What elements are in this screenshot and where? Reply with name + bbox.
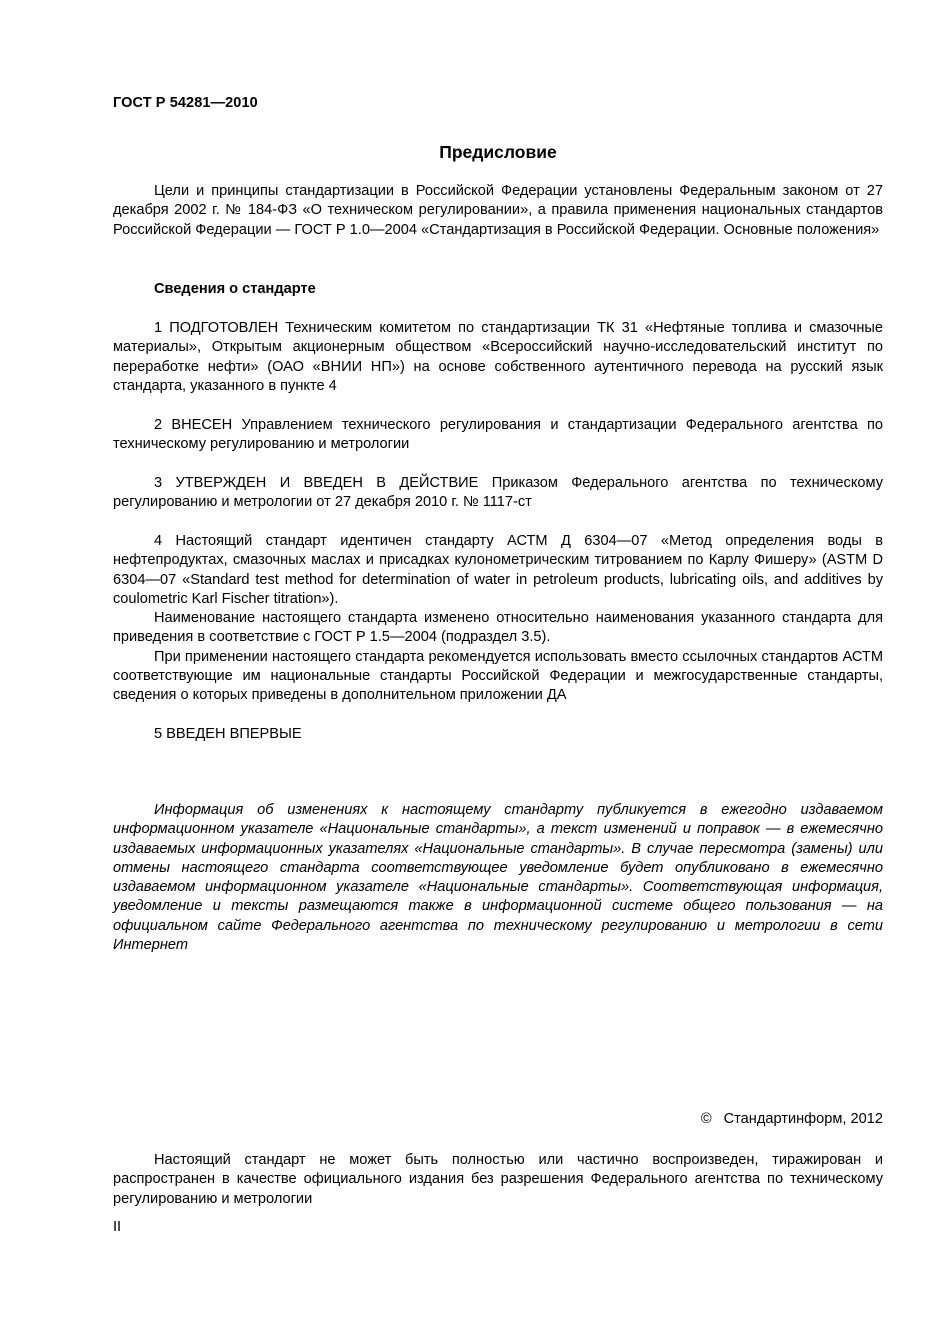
page-number: II: [113, 1219, 122, 1235]
copyright-icon: ©: [700, 1111, 712, 1127]
item-5-block: [113, 725, 883, 744]
info-notice-block: [113, 801, 883, 955]
copyright-holder: Стандартинформ, 2012: [723, 1111, 883, 1127]
item-3-paragraph: 3 УТВЕРЖДЕН И ВВЕДЕН В ДЕЙСТВИЕ Приказом Федерального агентства по техническому регулированию и метрологии от 27 декабря 2010 г. № 1117-ст: [113, 475, 883, 511]
section-heading: Сведения о стандарте: [154, 281, 316, 297]
item-4-name-note: Наименование настоящего стандарта изменено относительно наименования указанного стандарта для приведения в соответствие с ГОСТ Р 1.5—2004 (подраздел 3.5).: [113, 610, 883, 646]
item-2-block: [113, 416, 883, 455]
reproduction-notice-paragraph: Настоящий стандарт не может быть полностью или частично воспроизведен, тиражирован и распространен в качестве официального издания без разрешения Федерального агентства по техническому регулированию и метрологии: [113, 1152, 883, 1207]
item-5-paragraph: 5 ВВЕДЕН ВПЕРВЫЕ: [154, 726, 302, 742]
item-1-block: [113, 319, 883, 396]
item-2-paragraph: 2 ВНЕСЕН Управлением технического регулирования и стандартизации Федерального агентства по техническому регулированию и метрологии: [113, 417, 883, 453]
page-title: Предисловие: [439, 142, 557, 162]
intro-paragraph: Цели и принципы стандартизации в Российской Федерации установлены Федеральным законом от 27 декабря 2002 г. № 184-ФЗ «О техническом регулировании», а правила применения национальных стандартов Российской Федерации — ГОСТ Р 1.0—2004 «Стандартизация в Российской Федерации. Основные положения»: [113, 183, 883, 238]
info-notice-paragraph: Информация об изменениях к настоящему стандарту публикуется в ежегодно издаваемом информационном указателе «Национальные стандарты», а текст изменений и поправок — в ежемесячно издаваемых информационных указателях «Национальные стандарты». В случае пересмотра (замены) или отмены настоящего стандарта соответствующее уведомление будет опубликовано в ежемесячно издаваемом информационном указателе «Национальные стандарты». Соответствующая информация, уведомление и тексты размещаются также в информационной системе общего пользования — на официальном сайте Федерального агентства по техническому регулированию и метрологии в сети Интернет: [113, 802, 883, 954]
document-code: ГОСТ Р 54281—2010: [113, 95, 258, 111]
copyright-line: [701, 1111, 883, 1127]
item-4-paragraph: 4 Настоящий стандарт идентичен стандарту АСТМ Д 6304—07 «Метод определения воды в нефтепродуктах, смазочных маслах и присадках кулонометрическим титрованием по Карлу Фишеру» (ASTM D 6304—07 «Standard test method for determination of water in petroleum products, lubricating oils, and additives by coulometric Karl Fischer titration»).: [113, 533, 883, 607]
intro-block: [113, 182, 883, 240]
item-4-block: [113, 532, 883, 706]
item-3-block: [113, 474, 883, 513]
reproduction-notice-block: [113, 1151, 883, 1209]
item-1-paragraph: 1 ПОДГОТОВЛЕН Техническим комитетом по стандартизации ТК 31 «Нефтяные топлива и смазочные материалы», Открытым акционерным обществом «Всероссийский научно-исследовательский институт по переработке нефти» (ОАО «ВНИИ НП») на основе собственного аутентичного перевода на русский язык стандарта, указанного в пункте 4: [113, 320, 883, 394]
item-4-usage-note: При применении настоящего стандарта рекомендуется использовать вместо ссылочных стандартов АСТМ соответствующие им национальные стандарты Российской Федерации и межгосударственные стандарты, сведения о которых приведены в дополнительном приложении ДА: [113, 648, 883, 704]
